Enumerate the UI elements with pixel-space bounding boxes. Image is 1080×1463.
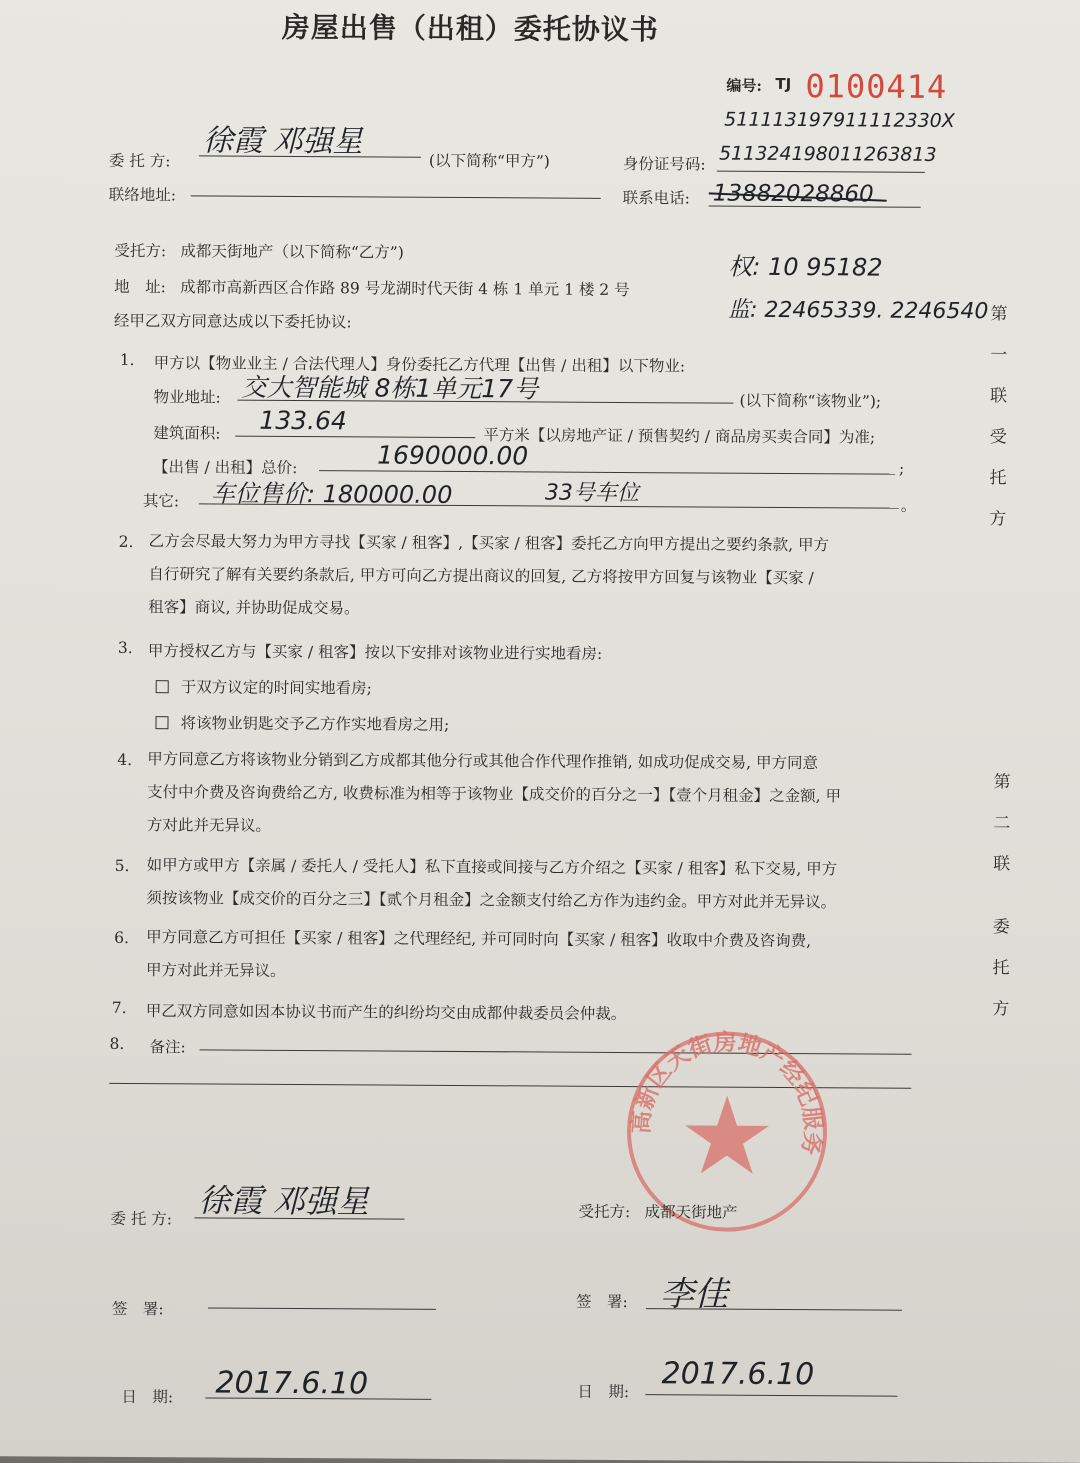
party-a-id-handwritten-2: 511324198011263813 (718, 142, 937, 166)
clause-6 (146, 921, 926, 992)
document-title: 房屋出售（出租）委托协议书 (281, 10, 659, 47)
party-b-address-label: 地 址: (114, 277, 166, 297)
clause-6-line-1: 甲方同意乙方可担任【买家 / 租客】之代理经纪, 并可同时向【买家 / 租客】收取中介费及咨询费, (146, 928, 812, 951)
party-b-handwritten-note-1: 权: 10 95182 (728, 252, 883, 282)
clause-2-number: 2. (118, 532, 134, 552)
clause-5 (146, 849, 926, 920)
viewing-option-2-checkbox[interactable] (155, 716, 168, 729)
clause-1-number: 1. (119, 350, 135, 370)
parking-handwritten: 33号车位 (544, 480, 639, 507)
party-a-name-handwritten: 徐霞 邓强星 (202, 123, 363, 160)
party-a-signature-label: 签 署: (111, 1299, 164, 1319)
clause-4-line-3: 方对此并无异议。 (146, 816, 271, 835)
svg-text:高新区天街房地产经纪服务部: 高新区天街房地产经纪服务部 (627, 1028, 827, 1158)
viewing-option-2-label: 将该物业钥匙交予乙方作实地看房之用; (180, 714, 450, 734)
party-b-address: 成都市高新西区合作路 89 号龙湖时代天街 4 栋 1 单元 1 楼 2 号 (180, 278, 630, 300)
copy-label-1: 第 一 联 受 托 方 (989, 304, 1008, 530)
party-b-date-label: 日 期: (577, 1382, 630, 1402)
property-address-label: 物业地址: (153, 388, 221, 407)
clause-5-line-1: 如甲方或甲方【亲属 / 委托人 / 受托人】私下直接或间接与乙方介绍之【买家 / 租客】私下交易, 甲方 (146, 856, 838, 879)
remarks-label: 备注: (149, 1038, 186, 1057)
viewing-option-1 (156, 675, 372, 698)
phone-handwritten: 13882028860 (712, 180, 874, 208)
party-b-label: 受托方: (114, 241, 167, 261)
other-suffix: 。 (900, 496, 917, 515)
area-handwritten: 133.64 (259, 405, 347, 436)
property-address-handwritten: 交大智能城 8栋1单元17号 (241, 372, 539, 404)
viewing-option-2 (155, 711, 449, 735)
clause-4 (147, 743, 928, 847)
phone-label: 联系电话: (622, 188, 691, 208)
clause-2-line-3: 租客】商议, 并协助促成交易。 (148, 598, 360, 618)
party-b-date-handwritten: 2017.6.10 (661, 1356, 815, 1393)
id-number-label: 身份证号码: (622, 154, 706, 174)
party-b-signature-handwritten: 李佳 (659, 1274, 729, 1315)
sign-party-b-name: 成都天街地产 (644, 1203, 738, 1222)
party-a-id-handwritten-1: 511113197911112330X (724, 108, 955, 133)
property-alias: (以下简称“该物业”); (739, 391, 882, 411)
sign-party-a-handwritten: 徐霞 邓强星 (198, 1181, 369, 1221)
clause-2-line-1: 乙方会尽最大努力为甲方寻找【买家 / 租客】,【买家 / 租客】委托乙方向甲方提出之要约条款, 甲方 (148, 532, 830, 555)
area-label: 建筑面积: (153, 424, 221, 443)
clause-2-line-2: 自行研究了解有关要约条款后, 甲方可向乙方提出商议的回复, 乙方将按甲方回复与该物业【买家 / (148, 565, 814, 588)
clause-6-line-2: 甲方对此并无异议。 (145, 961, 286, 980)
party-a-label: 委 托 方: (108, 151, 171, 171)
clause-8-number: 8. (109, 1034, 125, 1053)
clause-4-line-2: 支付中介费及咨询费给乙方, 收费标准为相等于该物业【成交价的百分之一】【壹个月租金】之金额, 甲 (147, 783, 842, 806)
other-label: 其它: (142, 492, 180, 511)
clause-3-text: 甲方授权乙方与【买家 / 租客】按以下安排对该物业进行实地看房: (147, 642, 603, 663)
party-b-signature-label: 签 署: (575, 1292, 628, 1312)
clause-4-line-1: 甲方同意乙方将该物业分销到乙方成都其他分行或其他合作代理作推销, 如成功促成交易, 甲方同意 (147, 750, 819, 773)
clause-6-number: 6. (114, 928, 130, 947)
intro-text: 经甲乙双方同意达成以下委托协议: (113, 311, 352, 332)
serial-prefix: TJ (775, 74, 792, 94)
other-handwritten: 车位售价: 180000.00 (210, 479, 453, 509)
price-suffix: ; (899, 459, 905, 478)
serial-number: 0100414 (805, 67, 948, 106)
price-handwritten: 1690000.00 (377, 440, 529, 471)
clause-1-text: 甲方以【物业业主 / 合法代理人】身份委托乙方代理【出售 / 出租】以下物业: (153, 354, 686, 376)
clause-5-number: 5. (114, 856, 130, 875)
clause-4-number: 4. (117, 750, 133, 770)
clause-2 (148, 525, 929, 629)
copy-label-2: 第 二 联 委 托 方 (992, 772, 1011, 1020)
serial-label: 编号: (726, 76, 763, 95)
party-a-date-handwritten: 2017.6.10 (215, 1365, 369, 1402)
clause-7-text: 甲乙双方同意如因本协议书而产生的纠纷均交由成都仲裁委员会仲裁。 (145, 1002, 627, 1024)
sign-party-b-label: 受托方: (578, 1202, 631, 1222)
area-unit-text: 平方米【以房地产证 / 预售契约 / 商品房买卖合同】为准; (483, 426, 876, 447)
price-label: 【出售 / 出租】总价: (153, 458, 298, 478)
clause-3-number: 3. (117, 638, 133, 658)
viewing-option-1-checkbox[interactable] (156, 680, 169, 693)
party-a-date-label: 日 期: (121, 1387, 174, 1407)
clause-7-number: 7. (111, 998, 127, 1017)
party-a-alias: (以下简称“甲方”) (428, 151, 550, 171)
viewing-option-1-label: 于双方议定的时间实地看房; (180, 678, 373, 698)
sign-party-a-label: 委 托 方: (110, 1209, 173, 1229)
party-b-handwritten-note-2: 监: 22465339. 2246540 (727, 297, 989, 325)
clause-5-line-2: 须按该物业【成交价的百分之三】【贰个月租金】之金额支付给乙方作为违约金。甲方对此并无异议。 (146, 889, 837, 912)
contact-address-label: 联络地址: (108, 185, 177, 205)
party-b-name: 成都天街地产（以下简称“乙方”) (180, 242, 404, 262)
